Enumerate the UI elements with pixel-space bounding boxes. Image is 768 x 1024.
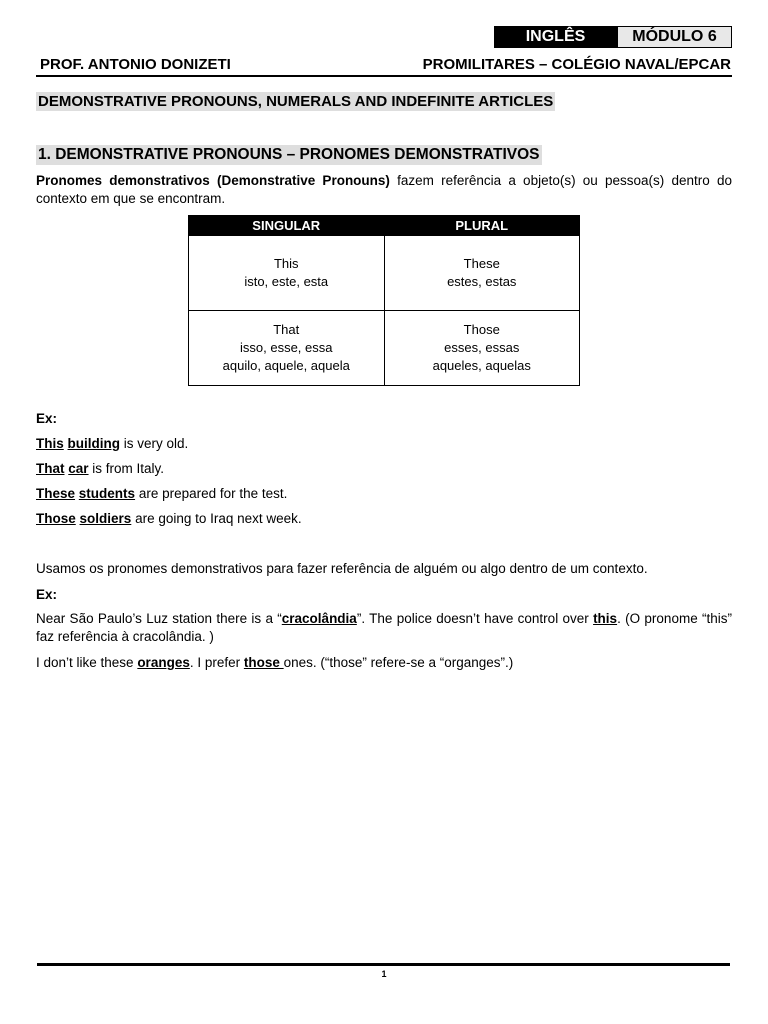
highlight-word: cracolândia	[281, 611, 357, 626]
example-sentence	[36, 485, 287, 503]
sentence-rest: are prepared for the test.	[135, 486, 288, 501]
table-row	[189, 236, 580, 311]
pronoun-translation: aqueles, aquelas	[432, 358, 531, 373]
header-plural: PLURAL	[384, 216, 580, 236]
demonstrative-word: These	[36, 486, 76, 501]
footer-rule	[37, 963, 730, 966]
pronoun-translation: esses, essas	[444, 340, 520, 355]
highlight-word: this	[593, 611, 618, 626]
table-cell	[189, 236, 385, 311]
pronoun-translation: aquilo, aquele, aquela	[222, 358, 350, 373]
sentence-part: I don’t like these	[36, 655, 138, 670]
noun-word: car	[68, 461, 89, 476]
sentence-part: . (O pronome “this” faz referência à cracolândia. )	[36, 611, 733, 644]
demonstrative-word: This	[36, 436, 64, 451]
intro-text: fazem referência a objeto(s) ou pessoa(s) dentro do contexto em que se encontram.	[36, 173, 732, 206]
page-number: 1	[381, 969, 387, 979]
example-label: Ex:	[36, 411, 58, 426]
pronoun-english: This	[273, 256, 299, 271]
sentence-part: . I prefer	[189, 655, 244, 670]
pronoun-english: These	[463, 256, 500, 271]
sentence-part: ones. (“those” refere-se a “organges”.)	[283, 655, 514, 670]
header-singular: SINGULAR	[189, 216, 385, 236]
demonstrative-word: That	[36, 461, 65, 476]
module-tab: MÓDULO 6	[617, 26, 732, 48]
document-title: DEMONSTRATIVE PRONOUNS, NUMERALS AND INDEFINITE ARTICLES	[38, 93, 554, 110]
intro-term: Pronomes demonstrativos (Demonstrative Pronouns)	[36, 173, 390, 188]
pronouns-table	[188, 215, 580, 386]
pronoun-translation: isso, esse, essa	[240, 340, 333, 355]
sentence-rest: is from Italy.	[88, 461, 165, 476]
example-label: Ex:	[36, 587, 58, 602]
highlight-word: those	[243, 655, 284, 670]
example-sentence	[36, 435, 188, 453]
noun-word: building	[67, 436, 121, 451]
table-row	[189, 311, 580, 386]
table-cell	[384, 236, 580, 311]
subject-tab: INGLÊS	[494, 26, 617, 48]
sentence-part: Near São Paulo’s Luz station there is a “	[36, 611, 282, 626]
section-title: 1. DEMONSTRATIVE PRONOUNS – PRONOMES DEMONSTRATIVOS	[38, 146, 540, 163]
cracolandia-example	[36, 610, 732, 646]
noun-word: students	[78, 486, 136, 501]
pronoun-translation: estes, estas	[447, 274, 517, 289]
sentence-rest: is very old.	[120, 436, 189, 451]
intro-paragraph	[36, 172, 732, 208]
pronoun-translation: isto, este, esta	[244, 274, 329, 289]
header-rule	[36, 75, 732, 77]
demonstrative-word: Those	[36, 511, 76, 526]
table-header-row	[189, 216, 580, 236]
pronoun-english: That	[273, 322, 300, 337]
pronoun-english: Those	[463, 322, 500, 337]
teacher-name: PROF. ANTONIO DONIZETI	[40, 56, 231, 73]
sentence-part: ”. The police doesn’t have control over	[356, 611, 594, 626]
oranges-example	[36, 654, 513, 672]
usage-paragraph: Usamos os pronomes demonstrativos para fazer referência de alguém ou algo dentro de um contexto.	[36, 561, 648, 576]
table-cell	[189, 311, 385, 386]
example-sentence	[36, 510, 302, 528]
example-sentence	[36, 460, 164, 478]
highlight-word: oranges	[137, 655, 190, 670]
table-cell	[384, 311, 580, 386]
noun-word: soldiers	[79, 511, 132, 526]
course-name: PROMILITARES – COLÉGIO NAVAL/EPCAR	[422, 56, 731, 73]
sentence-rest: are going to Iraq next week.	[131, 511, 302, 526]
